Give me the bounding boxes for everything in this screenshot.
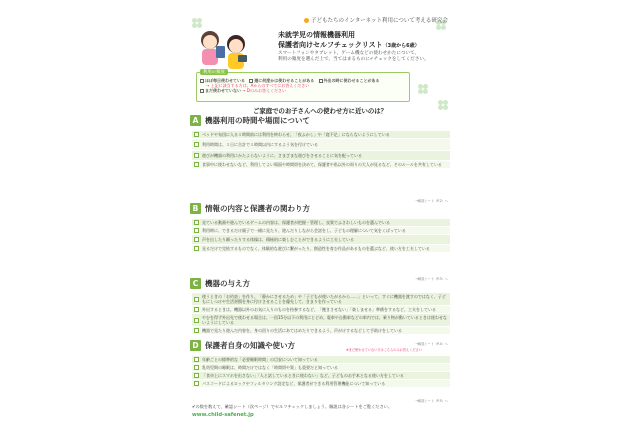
section-d-note: ※まだ使わせていない方はこちらのみお答えください xyxy=(346,348,422,352)
logo-icon xyxy=(304,18,309,23)
frequency-checkbox[interactable] xyxy=(249,79,253,83)
section-d-header xyxy=(190,340,295,351)
section-title: 情報の内容と保護者の関わり方 xyxy=(205,204,310,213)
usage-frequency-box: ほぼ毎日使わせている 週に何度かは使わせることがある 外出の時に使わせることがある → 上記に該当する方は、Aからのすべてにお答えください まだ使わせていない → Dのみお答えください xyxy=(196,72,410,102)
title-line-1: 未就学児の情報機器利用 xyxy=(278,31,355,39)
section-letter: C xyxy=(190,278,201,289)
checklist-item: パスコードによるロックやフィルタリング設定など、保護者ができる利用管理機能について知っている xyxy=(192,379,450,387)
item-checkbox[interactable] xyxy=(194,307,199,312)
item-checkbox[interactable] xyxy=(194,357,199,362)
item-checkbox[interactable] xyxy=(194,328,199,333)
frequency-checkbox[interactable] xyxy=(200,89,204,93)
checklist-item: 利用時間は、１日に合計で１時間以内にするよう気を付けている xyxy=(192,138,450,150)
section-letter: D xyxy=(190,340,201,351)
checklist-item: 乳幼児期の睡眠は、時間だけではなく「時間帯や質」も重要だと知っている xyxy=(192,363,450,371)
checkmark-icon: ✔ xyxy=(369,57,374,62)
item-checkbox[interactable] xyxy=(194,297,199,302)
checklist-item: 使うときの「お約束」を作り、「静かにさせるため」や「子どもが使いたがるから……」といって、すぐに機器を渡すのではなく、子どもにしつけや生活習慣を身に付けさせることを優先して、きまりを作っている xyxy=(192,292,450,305)
website-url[interactable]: www.child-safenet.jp xyxy=(192,412,254,418)
section-d-list xyxy=(192,355,450,387)
footer-instruction: ✔の数を数えて、確認シート（次ページ）でセルフチェックしましょう。解説は各シートをご覧ください。 xyxy=(192,404,393,409)
section-b-list xyxy=(192,218,450,252)
checklist-item: 「食卓上にスマホを出さない」「人と話しているときに使わない」など、子どものお手本となる使い方をしている xyxy=(192,371,450,379)
explanation-link[interactable]: →解説シート（P.4）へ xyxy=(415,342,448,346)
checklist-item: 外出するときは、機器以外のお気に入りのものを持参するなど、「飽きさせない」「楽しませる」準備をするなど、工夫をしている xyxy=(192,305,450,313)
explanation-link[interactable]: →解説シート（P.2）へ xyxy=(415,199,448,203)
clover-decoration xyxy=(418,84,428,94)
section-title: 保護者自身の知識や使い方 xyxy=(205,341,295,350)
item-checkbox[interactable] xyxy=(194,162,199,167)
organization-name: 子どもたちのインターネット利用について考える研究会 xyxy=(304,16,448,24)
item-checkbox[interactable] xyxy=(194,153,199,158)
checklist-item: ベッドや布団に入る１時間前には利用を終わらせ、「夜ふかし」や「寝不足」にならないようにしている xyxy=(192,130,450,138)
checklist-item: 年齢ごとの標準的な「必要睡眠時間」の目安について知っている xyxy=(192,355,450,363)
frequency-checkbox[interactable] xyxy=(200,79,204,83)
title-line-2: 保護者向けセルフチェックリスト（3歳から6歳） xyxy=(278,41,420,49)
section-a-header xyxy=(190,115,310,126)
section-a-list xyxy=(192,130,450,168)
checklist-item: やむを得ず外出先で使わせる場合は、一回15分以下の利用にとどめ、電車や自動車などの車内では、乗り物が動いているときは使わせないようにしている xyxy=(192,313,450,326)
checklist-item: 機器で見たり遊んだ内容を、身の回りの生活にあてはめたりできるよう、声がけするなどして手助けをしている xyxy=(192,326,450,334)
section-letter: A xyxy=(190,115,201,126)
section-c-list xyxy=(192,292,450,334)
item-checkbox[interactable] xyxy=(194,142,199,147)
checklist-item: 食事中に使わせないなど、利用してよい場面や時間帯を決めて、保護者や私以外の周りの大人が見るなど、そのルールを共有している xyxy=(192,160,450,168)
section-b-header xyxy=(190,203,310,214)
intro-text: スマートフォンやタブレット、ゲーム機などの使わせかたについて、 利用の頻度を選んだ上で、当てはまるものに✔チェックをしてください。 xyxy=(278,51,429,62)
checklist-item: 見ている動画や遊んでいるゲームの内容は、保護者が把握・管理し、良質でふさわしいものを選んでいる xyxy=(192,218,450,226)
frequency-checkbox[interactable] xyxy=(319,79,323,83)
explanation-link[interactable]: →解説シート（P.5）へ xyxy=(415,399,448,403)
checklist-item: 利用時に、できるだけ親子で一緒に見たり、遊んだりしながら会話をし、子どもの理解について気をくばっている xyxy=(192,226,450,234)
main-question: ご家庭でのお子さんへの使わせ方に近いのは？ xyxy=(252,107,388,115)
checklist-item: 声を出したり踊ったりする体操は、積極的に楽しむことができるように工夫している xyxy=(192,234,450,244)
section-title: 機器利用の時間や場面について xyxy=(205,116,310,125)
item-checkbox[interactable] xyxy=(194,365,199,370)
section-c-header xyxy=(190,278,250,289)
section-letter: B xyxy=(190,203,201,214)
usage-frequency-label: 利用の頻度 xyxy=(200,69,228,75)
item-checkbox[interactable] xyxy=(194,132,199,137)
item-checkbox[interactable] xyxy=(194,318,199,323)
item-checkbox[interactable] xyxy=(194,228,199,233)
item-checkbox[interactable] xyxy=(194,246,199,251)
item-checkbox[interactable] xyxy=(194,373,199,378)
item-checkbox[interactable] xyxy=(194,381,199,386)
section-title: 機器の与え方 xyxy=(205,279,250,288)
checklist-sheet xyxy=(186,14,454,420)
item-checkbox[interactable] xyxy=(194,220,199,225)
explanation-link[interactable]: →解説シート（P.3）へ xyxy=(415,277,448,281)
checklist-item: 見るだけで完結するものでなく、体験的な遊びに繋がったり、創造性を育む作品があるものを選ぶなど、使い方を工夫している xyxy=(192,244,450,252)
checklist-item: 遊びが機器の利用にかたよらないように、さまざまな遊びをさせることに気を配っている xyxy=(192,150,450,160)
item-checkbox[interactable] xyxy=(194,237,199,242)
